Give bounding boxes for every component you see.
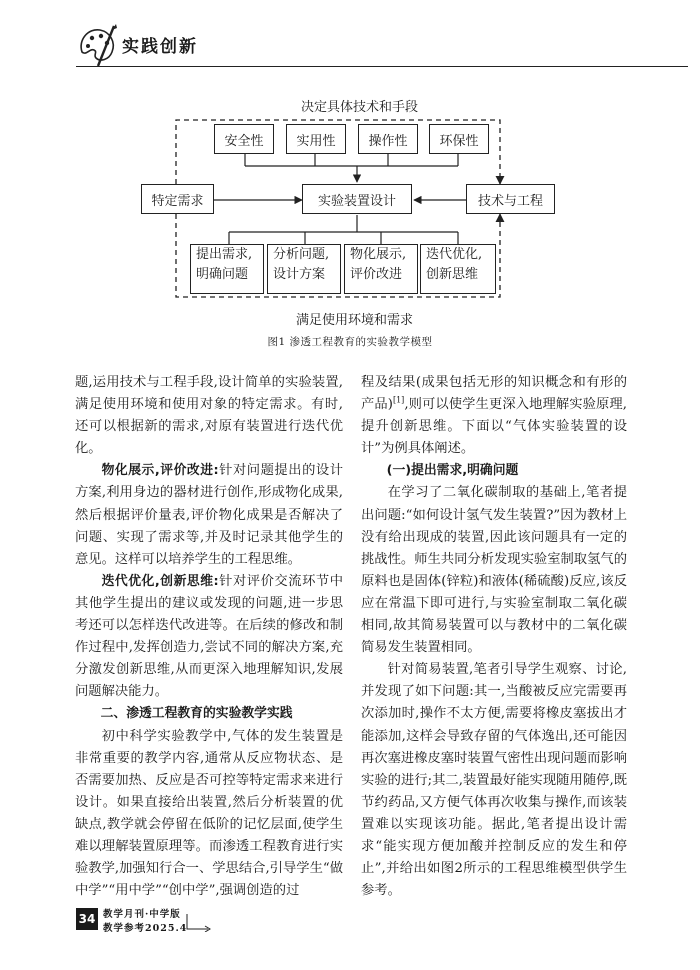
criteria-box-environment: 环保性 <box>429 124 489 154</box>
right-paragraph-3: 针对简易装置,笔者引导学生观察、讨论,并发现了如下问题:其一,当酸被反应完需要再次添加时,操作不太方便,需要将橡皮塞拔出才能添加,这样会导致存留的气体逸出,还可能因再次塞进橡皮塞时装置气密性出现问题而影响实验的进行;其二,装置最好能实现随用随停,既节约药品,又方便气体再次收集与操作,而该装置难以实现该功能。据此,笔者提出设计需求“能实现方便加酸并控制反应的发生和停止”,并给出如图2所示的工程思维模型供学生参考。 <box>361 662 627 899</box>
criteria-box-practicality: 实用性 <box>286 124 346 154</box>
step-4-line2: 创新思维 <box>426 267 479 282</box>
step-3-line1: 物化展示, <box>350 247 407 262</box>
step-box-3 <box>344 244 418 294</box>
right-paragraph-1-a: 程及结果(成果包括无形的知识概念和有形的产品) <box>361 375 627 413</box>
step-3-line2: 评价改进 <box>350 267 403 282</box>
left-paragraph-3-heading: 迭代优化,创新思维: <box>101 573 219 589</box>
left-paragraph-3 <box>75 571 343 704</box>
step-4-line1: 迭代优化, <box>426 247 483 262</box>
right-column <box>361 372 627 902</box>
step-2-line1: 分析问题, <box>273 247 330 262</box>
left-paragraph-2-heading: 物化展示,评价改进: <box>101 463 219 479</box>
left-paragraph-3-body: 针对评价交流环节中其他学生提出的建议或发现的问题,进一步思考还可以怎样迭代改进等。在后续的修改和制作过程中,发挥创造力,尝试不同的解决方案,充分激发创新思维,从而更深入地理解知识,发展问题解决能力。 <box>75 573 343 700</box>
specific-needs-box: 特定需求 <box>141 184 214 214</box>
left-paragraph-4: 初中科学实验教学中,气体的发生装置是非常重要的教学内容,通常从反应物状态、是否需要加热、反应是否可控等特定需求来进行设计。如果直接给出装置,然后分析装置的优缺点,教学就会停留在低阶的记忆层面,使学生难以理解装置原理等。而渗透工程教育进行实验教学,加强知行合一、学思结合,引导学生“做中学”“用中学”“创中学”,强调创造的过 <box>75 728 343 899</box>
step-box-1 <box>190 244 264 294</box>
device-design-box: 实验装置设计 <box>302 184 412 214</box>
journal-issue: 教学参考2025.4 <box>103 923 188 934</box>
left-paragraph-2-body: 针对问题提出的设计方案,利用身边的器材进行创作,形成物化成果,然后根据评价量表,评价物化成果是否解决了问题、实现了需求等,并及时记录其他学生的意见。这样可以培养学生的工程思维。 <box>75 463 343 567</box>
step-1-line1: 提出需求, <box>196 247 253 262</box>
footer-arrow-icon <box>186 912 212 932</box>
journal-name: 教学月刊·中学版 <box>103 909 181 920</box>
section-heading-2: 二、渗透工程教育的实验教学实践 <box>100 706 293 722</box>
step-1-line2: 明确问题 <box>196 267 249 282</box>
right-paragraph-1 <box>361 372 627 460</box>
top-label: 决定具体技术和手段 <box>301 100 419 115</box>
right-paragraph-1-b: ,则可以使学生更深入地理解实验原理,提升创新思维。下面以“气体实验装置的设计”为例具体阐述。 <box>361 397 627 457</box>
left-paragraph-2 <box>75 460 343 570</box>
left-column <box>75 372 343 902</box>
page-number: 34 <box>76 908 98 930</box>
step-2-line2: 设计方案 <box>273 267 326 282</box>
criteria-box-operability: 操作性 <box>358 124 418 154</box>
column-title: 实践创新 <box>122 37 198 57</box>
step-box-4 <box>420 244 496 294</box>
right-paragraph-2: 在学习了二氧化碳制取的基础上,笔者提出问题:“如何设计氢气发生装置?”因为教材上没有给出现成的装置,因此该问题具有一定的挑战性。师生共同分析发现实验室制取氢气的原料也是固体(锌粒)和液体(稀硫酸)反应,该反应在常温下即可进行,与实验室制取二氧化碳相同,故其简易装置可以与教材中的二氧化碳简易发生装置相同。 <box>361 485 627 656</box>
reference-marker: [1] <box>392 395 405 405</box>
left-paragraph-1: 题,运用技术与工程手段,设计简单的实验装置,满足使用环境和使用对象的特定需求。有时,还可以根据新的需求,对原有装置进行迭代优化。 <box>75 375 343 457</box>
subsection-heading-1: (一)提出需求,明确问题 <box>386 463 519 479</box>
criteria-box-safety: 安全性 <box>214 124 274 154</box>
tech-engineering-box: 技术与工程 <box>466 184 555 214</box>
step-box-2 <box>267 244 341 294</box>
figure-caption: 图1 渗透工程教育的实验教学模型 <box>267 336 433 348</box>
bottom-label: 满足使用环境和需求 <box>296 313 414 328</box>
